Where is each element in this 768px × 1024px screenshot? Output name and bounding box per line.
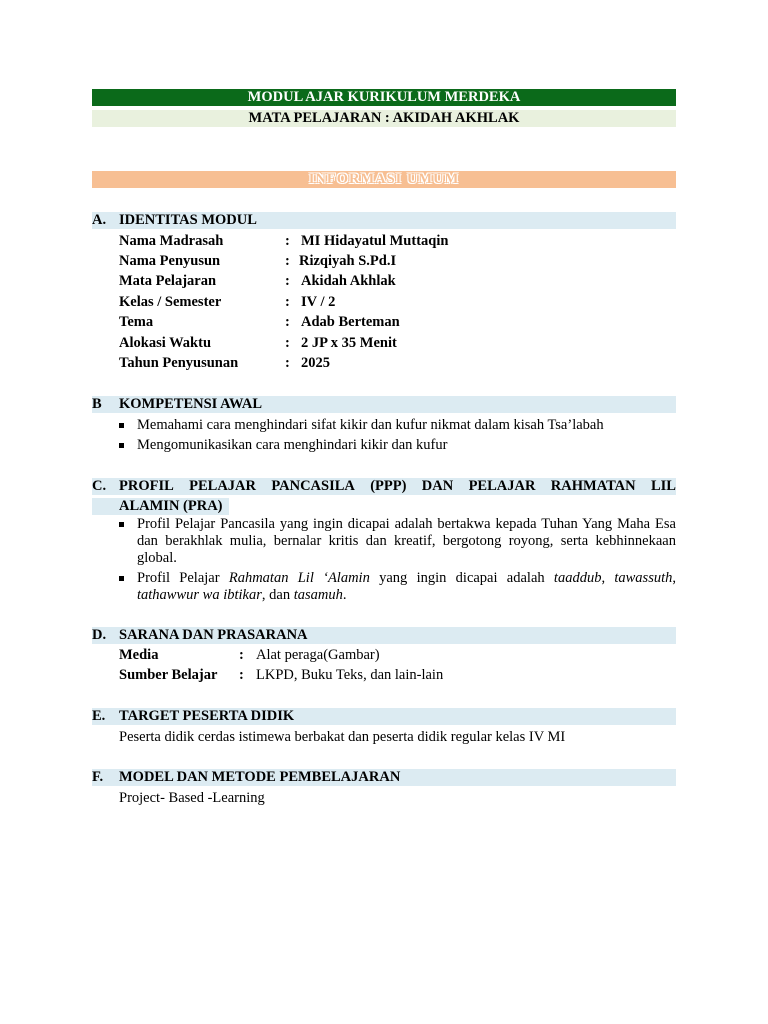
identity-separator: : bbox=[285, 314, 290, 330]
title-word: RAHMATAN bbox=[550, 478, 636, 494]
title-word: (PPP) bbox=[370, 478, 407, 494]
identity-value: 2025 bbox=[301, 355, 330, 371]
identity-label: Nama Penyusun bbox=[119, 253, 221, 269]
list-item-text: Memahami cara menghindari sifat kikir dan kufur nikmat dalam kisah Tsa’labah bbox=[137, 417, 604, 433]
identity-label: Tema bbox=[119, 314, 154, 330]
identity-value: Akidah Akhlak bbox=[301, 273, 396, 289]
section-letter: C. bbox=[92, 478, 107, 494]
title-word: PELAJAR bbox=[189, 478, 256, 494]
identity-value: MI Hidayatul Muttaqin bbox=[301, 233, 449, 249]
section-letter: B bbox=[92, 396, 102, 412]
identity-label: Tahun Penyusunan bbox=[119, 355, 239, 371]
section-letter: D. bbox=[92, 627, 107, 643]
section-title: KOMPETENSI AWAL bbox=[119, 396, 263, 412]
facility-label: Sumber Belajar bbox=[119, 667, 218, 683]
identity-separator: : bbox=[285, 294, 290, 310]
section-title-line1 bbox=[92, 478, 676, 495]
section-title: SARANA DAN PRASARANA bbox=[119, 627, 308, 643]
identity-value: Rizqiyah S.Pd.I bbox=[299, 253, 397, 269]
identity-value: Adab Berteman bbox=[301, 314, 400, 330]
bullet-icon bbox=[119, 443, 124, 448]
section-title: MODEL DAN METODE PEMBELAJARAN bbox=[119, 769, 401, 785]
general-info-banner: INFORMASI UMUM bbox=[92, 171, 676, 188]
identity-separator: : bbox=[285, 253, 290, 269]
list-item-text: Profil Pelajar Rahmatan Lil ‘Alamin yang ingin dicapai adalah taaddub, tawassuth, tathawwur wa ibtikar, dan tasamuh. bbox=[137, 570, 676, 603]
identity-separator: : bbox=[285, 273, 290, 289]
identity-separator: : bbox=[285, 233, 290, 249]
target-description: Peserta didik cerdas istimewa berbakat dan peserta didik regular kelas IV MI bbox=[119, 729, 566, 745]
facility-separator: : bbox=[239, 667, 244, 683]
identity-label: Nama Madrasah bbox=[119, 233, 224, 249]
facility-value: Alat peraga(Gambar) bbox=[256, 647, 380, 663]
facility-separator: : bbox=[239, 647, 244, 663]
section-title-line2: ALAMIN (PRA) bbox=[92, 498, 229, 515]
section-letter: E. bbox=[92, 708, 106, 724]
subject-title-bar: MATA PELAJARAN : AKIDAH AKHLAK bbox=[92, 110, 676, 127]
section-title: TARGET PESERTA DIDIK bbox=[119, 708, 295, 724]
identity-separator: : bbox=[285, 335, 290, 351]
identity-separator: : bbox=[285, 355, 290, 371]
list-item bbox=[119, 516, 676, 567]
facility-label: Media bbox=[119, 647, 159, 663]
section-title: IDENTITAS MODUL bbox=[119, 212, 257, 228]
identity-label: Alokasi Waktu bbox=[119, 335, 212, 351]
section-letter: F. bbox=[92, 769, 104, 785]
title-word: DAN bbox=[421, 478, 454, 494]
identity-value: IV / 2 bbox=[301, 294, 336, 310]
list-item-text: Mengomunikasikan cara menghindari kikir dan kufur bbox=[137, 437, 448, 453]
list-item bbox=[119, 437, 676, 454]
title-word: LIL bbox=[650, 478, 676, 494]
facility-value: LKPD, Buku Teks, dan lain-lain bbox=[256, 667, 444, 683]
identity-value: 2 JP x 35 Menit bbox=[301, 335, 397, 351]
section-f-heading bbox=[92, 769, 676, 786]
section-b-heading bbox=[92, 396, 676, 413]
identity-label: Mata Pelajaran bbox=[119, 273, 217, 289]
list-item-text: Profil Pelajar Pancasila yang ingin dicapai adalah bertakwa kepada Tuhan Yang Maha Esa dan berakhlak mulia, bernalar kritis dan kreatif, bergotong royong, serta kebhinnekaan global. bbox=[137, 516, 676, 566]
identity-label: Kelas / Semester bbox=[119, 294, 222, 310]
title-word: PANCASILA bbox=[271, 478, 355, 494]
list-item bbox=[119, 417, 676, 434]
bullet-icon bbox=[119, 522, 124, 527]
module-title-bar: MODUL AJAR KURIKULUM MERDEKA bbox=[92, 89, 676, 106]
list-item bbox=[119, 570, 676, 604]
section-a-heading bbox=[92, 212, 676, 229]
title-word: PROFIL bbox=[119, 478, 174, 494]
bullet-icon bbox=[119, 576, 124, 581]
section-e-heading bbox=[92, 708, 676, 725]
section-letter: A. bbox=[92, 212, 107, 228]
title-word: PELAJAR bbox=[468, 478, 536, 494]
bullet-icon bbox=[119, 423, 124, 428]
section-c-heading bbox=[92, 478, 676, 515]
section-d-heading bbox=[92, 627, 676, 644]
learning-model-text: Project- Based -Learning bbox=[119, 790, 265, 806]
